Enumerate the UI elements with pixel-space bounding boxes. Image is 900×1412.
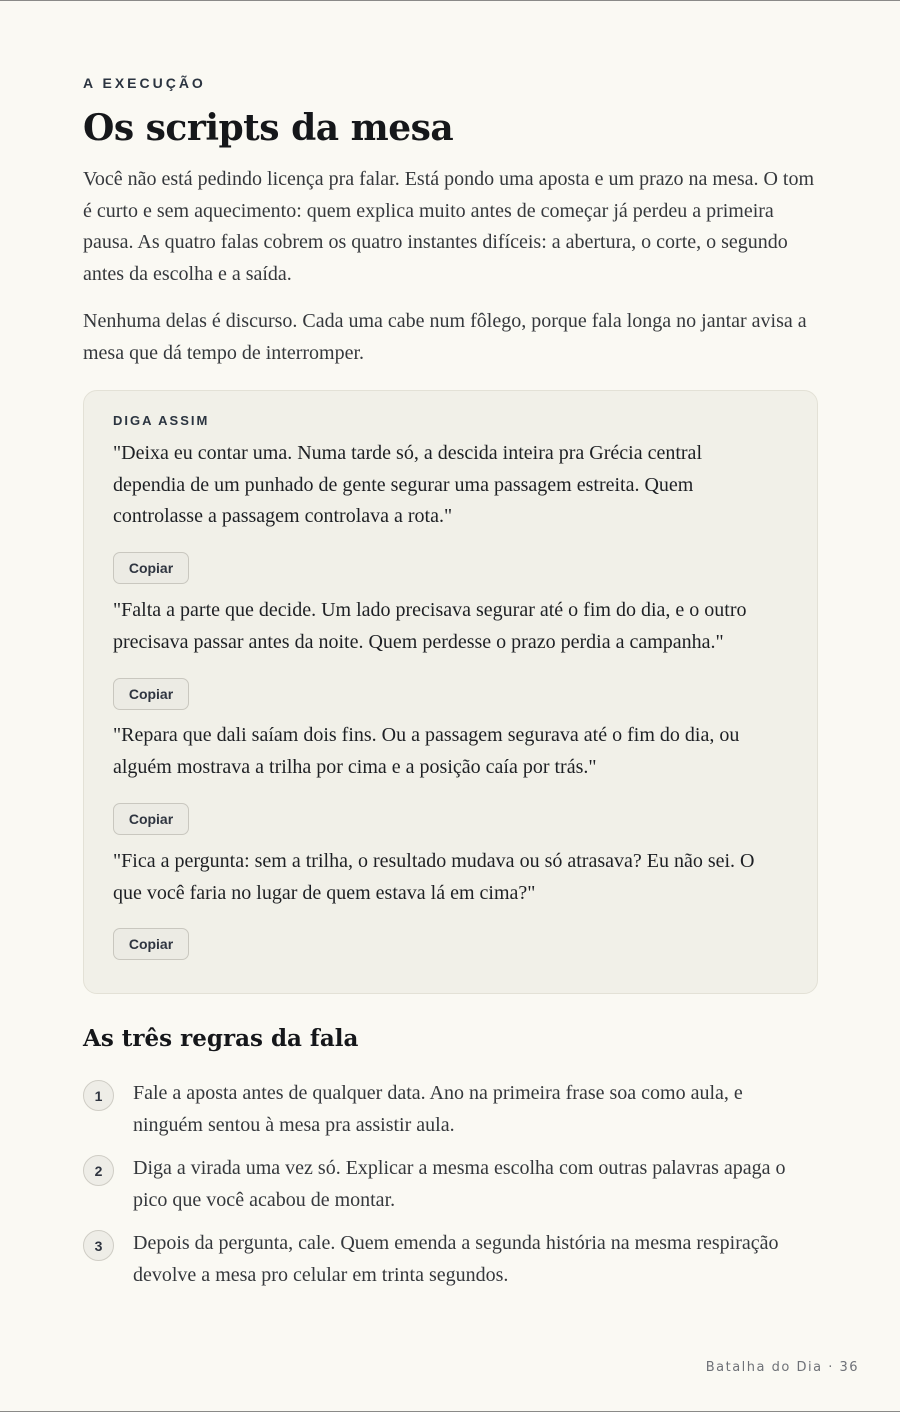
rule-text: Diga a virada uma vez só. Explicar a mesma escolha com outras palavras apaga o pico que você acabou de montar. [133, 1157, 786, 1211]
scripts-callout [83, 390, 818, 994]
script-text-4: "Fica a pergunta: sem a trilha, o resultado mudava ou só atrasava? Eu não sei. O que você faria no lugar de quem estava lá em cima?" [113, 850, 755, 904]
callout-label: DIGA ASSIM [113, 413, 210, 428]
intro-paragraph-2: Nenhuma delas é discurso. Cada uma cabe num fôlego, porque fala longa no jantar avisa a mesa que dá tempo de interromper. [83, 310, 807, 364]
rule-number-badge: 3 [83, 1230, 114, 1261]
rule-number-badge: 2 [83, 1155, 114, 1186]
script-text-1: "Deixa eu contar uma. Numa tarde só, a descida inteira pra Grécia central dependia de um punhado de gente segurar uma passagem estreita. Quem controlasse a passagem controlava a rota." [113, 442, 702, 527]
script-text-3: "Repara que dali saíam dois fins. Ou a passagem segurava até o fim do dia, ou alguém mostrava a trilha por cima e a posição caía por trás." [113, 724, 740, 778]
intro-paragraph-1: Você não está pedindo licença pra falar. Está pondo uma aposta e um prazo na mesa. O tom é curto e sem aquecimento: quem explica muito antes de começar já perdeu a primeira pausa. As quatro falas cobrem os quatro instantes difíceis: a abertura, o corte, o segundo antes da escolha e a saída. [83, 168, 815, 285]
page-title: Os scripts da mesa [83, 107, 454, 149]
copy-script-4-button[interactable]: Copiar [113, 928, 189, 960]
rule-text: Depois da pergunta, cale. Quem emenda a segunda história na mesma respiração devolve a mesa pro celular em trinta segundos. [133, 1232, 779, 1286]
copy-script-1-button[interactable]: Copiar [113, 552, 189, 584]
rule-text: Fale a aposta antes de qualquer data. Ano na primeira frase soa como aula, e ninguém sentou à mesa pra assistir aula. [133, 1082, 743, 1136]
copy-script-2-button[interactable]: Copiar [113, 678, 189, 710]
rule-number-badge: 1 [83, 1080, 114, 1111]
rules-heading: As três regras da fala [83, 1025, 359, 1052]
copy-script-3-button[interactable]: Copiar [113, 803, 189, 835]
script-text-2: "Falta a parte que decide. Um lado precisava segurar até o fim do dia, e o outro precisava passar antes da noite. Quem perdesse o prazo perdia a campanha." [113, 599, 747, 653]
page-footer: Batalha do Dia · 36 [705, 1360, 859, 1375]
section-kicker: A EXECUÇÃO [83, 75, 206, 91]
